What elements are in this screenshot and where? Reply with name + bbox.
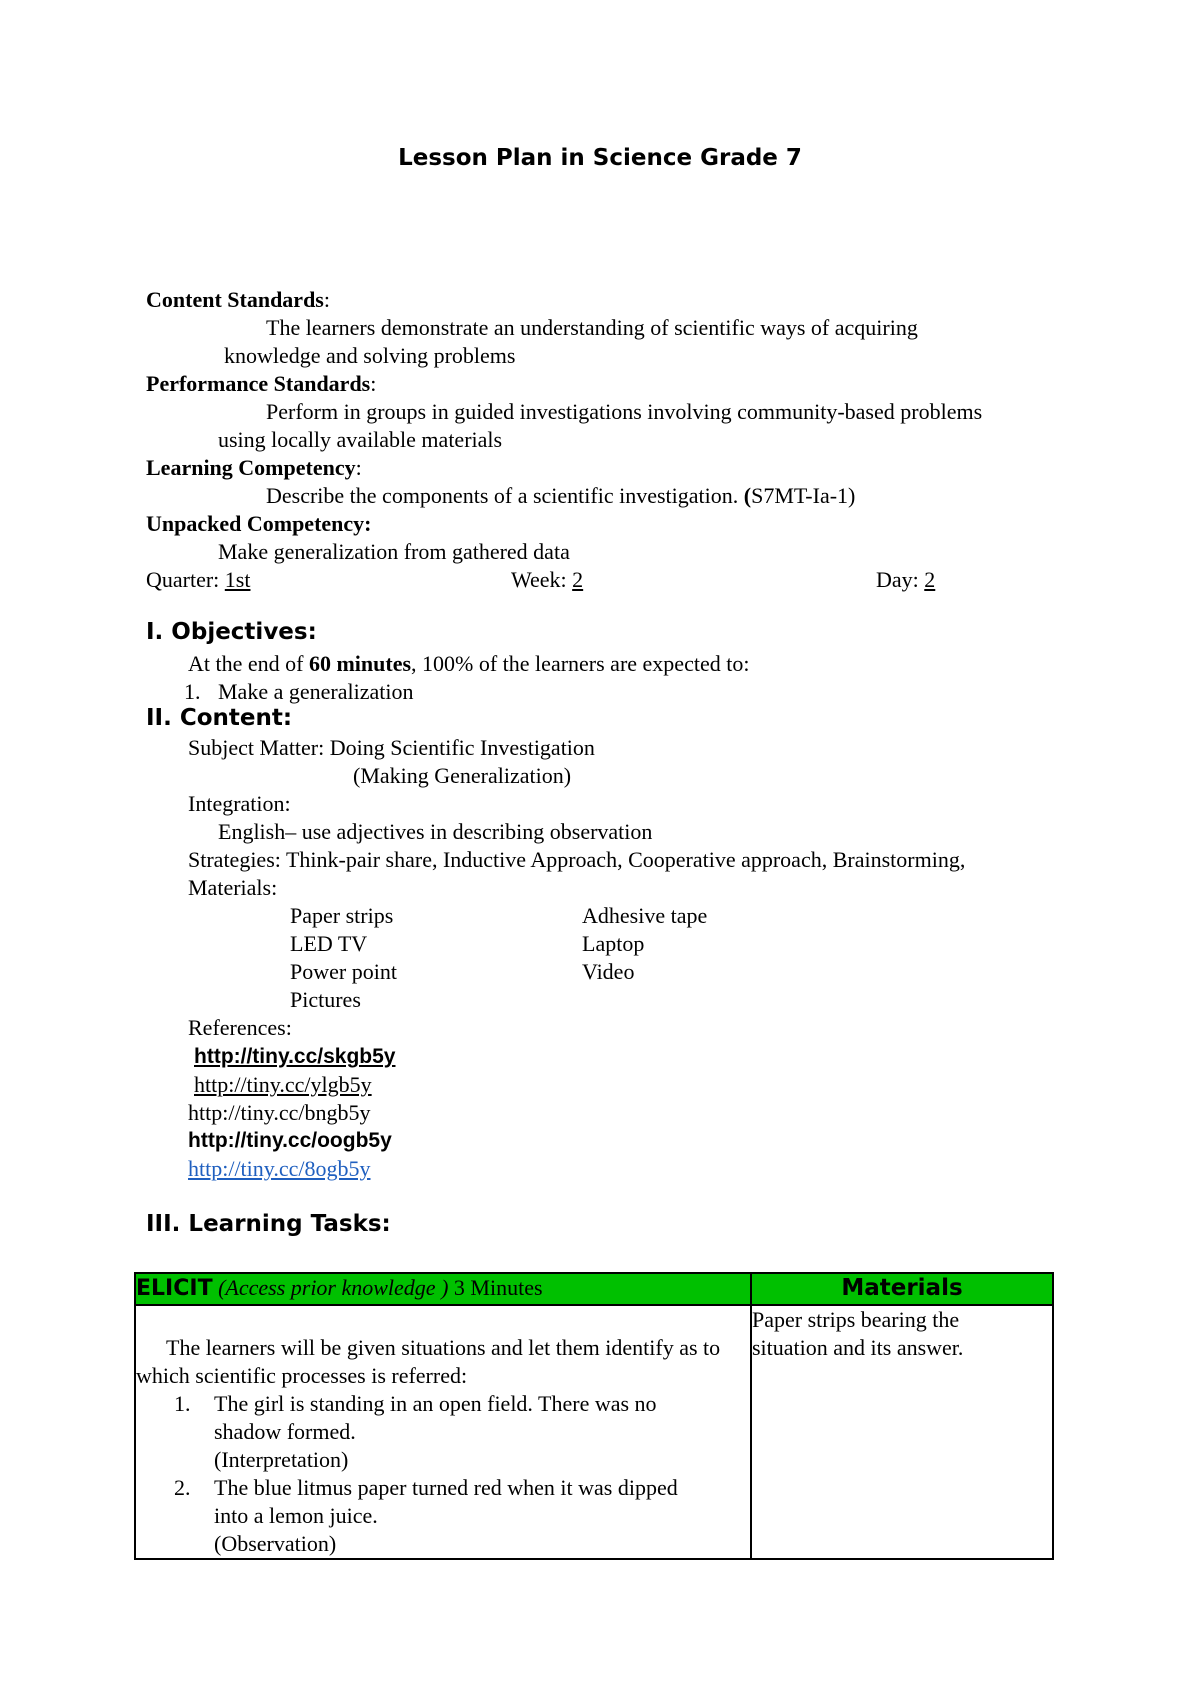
objectives-intro xyxy=(188,650,749,678)
learning-tasks-heading: III. Learning Tasks: xyxy=(146,1211,391,1237)
list-item-number: 1. xyxy=(174,1391,191,1416)
list-item-line1: The blue litmus paper turned red when it was dipped xyxy=(214,1475,678,1500)
list-item-answer: (Observation) xyxy=(214,1531,337,1556)
objectives-intro-post: , 100% of the learners are expected to: xyxy=(411,651,750,676)
quarter-row xyxy=(146,566,250,594)
list-item-number: 2. xyxy=(174,1475,191,1500)
list-item-body xyxy=(214,1474,678,1558)
elicit-intro: The learners will be given situations and let them identify as to which scientific processes is referred: xyxy=(136,1335,721,1388)
materials-item: Laptop xyxy=(582,931,645,956)
objectives-intro-pre: At the end of xyxy=(188,651,309,676)
table-header-row xyxy=(135,1273,1053,1305)
elicit-header-cell xyxy=(135,1273,751,1305)
content-standards-label-row xyxy=(146,286,330,314)
learning-competency-text: Describe the components of a scientific investigation. xyxy=(266,483,744,508)
elicit-italic: (Access prior knowledge ) xyxy=(218,1275,449,1300)
day-label: Day: xyxy=(876,567,925,592)
learning-competency-text-row xyxy=(266,482,855,510)
integration-label: Integration: xyxy=(188,791,291,816)
performance-standards-line2: using locally available materials xyxy=(218,427,503,452)
day-value: 2 xyxy=(924,567,936,592)
content-heading: II. Content: xyxy=(146,705,293,731)
materials-item: LED TV xyxy=(290,931,368,956)
references-label: References: xyxy=(188,1015,292,1040)
quarter-label: Quarter: xyxy=(146,567,225,592)
quarter-value: 1st xyxy=(224,567,251,592)
materials-item: Power point xyxy=(290,959,397,984)
performance-standards-colon: : xyxy=(370,371,377,396)
materials-content: Paper strips bearing the situation and its answer. xyxy=(752,1307,964,1360)
learning-competency-label: Learning Competency xyxy=(146,455,356,480)
table-row xyxy=(135,1305,1053,1559)
integration-text: English– use adjectives in describing observation xyxy=(218,819,653,844)
materials-item: Adhesive tape xyxy=(582,903,708,928)
content-standards-line1: The learners demonstrate an understanding of scientific ways of acquiring xyxy=(266,315,918,340)
unpacked-competency-label: Unpacked Competency: xyxy=(146,511,372,536)
performance-standards-line1: Perform in groups in guided investigations involving community-based problems xyxy=(266,399,983,424)
reference-link[interactable]: http://tiny.cc/oogb5y xyxy=(188,1129,392,1152)
list-item xyxy=(136,1474,750,1558)
materials-content-cell xyxy=(751,1305,1053,1559)
week-value: 2 xyxy=(572,567,584,592)
objective-item-text: Make a generalization xyxy=(218,679,414,704)
materials-item: Video xyxy=(582,959,635,984)
week-row xyxy=(511,566,583,594)
day-row xyxy=(876,566,935,594)
list-item xyxy=(136,1390,750,1474)
elicit-time: 3 Minutes xyxy=(448,1275,543,1300)
materials-item: Pictures xyxy=(290,987,361,1012)
learning-competency-code-open: ( xyxy=(743,483,752,508)
page-title: Lesson Plan in Science Grade 7 xyxy=(398,145,802,171)
reference-link[interactable]: http://tiny.cc/bngb5y xyxy=(188,1100,371,1125)
performance-standards-label-row xyxy=(146,370,376,398)
learning-tasks-table xyxy=(134,1272,1054,1560)
elicit-content-cell xyxy=(135,1305,751,1559)
content-standards-colon: : xyxy=(323,287,330,312)
reference-link[interactable]: http://tiny.cc/skgb5y xyxy=(194,1045,396,1068)
list-item-body xyxy=(214,1390,657,1474)
list-item-line2: into a lemon juice. xyxy=(214,1503,378,1528)
list-item-line2: shadow formed. xyxy=(214,1419,356,1444)
learning-competency-label-row xyxy=(146,454,362,482)
subject-matter: Subject Matter: Doing Scientific Investigation xyxy=(188,735,595,760)
list-item-line1: The girl is standing in an open field. There was no xyxy=(214,1391,657,1416)
reference-link[interactable]: http://tiny.cc/ylgb5y xyxy=(194,1072,372,1097)
unpacked-competency-text: Make generalization from gathered data xyxy=(218,539,570,564)
learning-competency-colon: : xyxy=(355,455,362,480)
performance-standards-label: Performance Standards xyxy=(146,371,371,396)
materials-header-cell xyxy=(751,1273,1053,1305)
elicit-label: ELICIT xyxy=(136,1276,213,1301)
objective-item-number: 1. xyxy=(184,679,201,704)
objectives-heading: I. Objectives: xyxy=(146,619,317,645)
week-label: Week: xyxy=(511,567,573,592)
subject-matter-sub: (Making Generalization) xyxy=(353,763,572,788)
materials-label: Materials: xyxy=(188,875,278,900)
materials-item: Paper strips xyxy=(290,903,394,928)
objectives-intro-bold: 60 minutes xyxy=(308,651,412,676)
materials-header: Materials xyxy=(841,1275,963,1301)
content-standards-line2: knowledge and solving problems xyxy=(224,343,516,368)
reference-link[interactable]: http://tiny.cc/8ogb5y xyxy=(188,1156,371,1181)
learning-competency-code: S7MT-Ia-1) xyxy=(751,483,856,508)
strategies-text: Strategies: Think-pair share, Inductive Approach, Cooperative approach, Brainstorming, xyxy=(188,847,966,872)
list-item-answer: (Interpretation) xyxy=(214,1447,349,1472)
content-standards-label: Content Standards xyxy=(146,287,324,312)
